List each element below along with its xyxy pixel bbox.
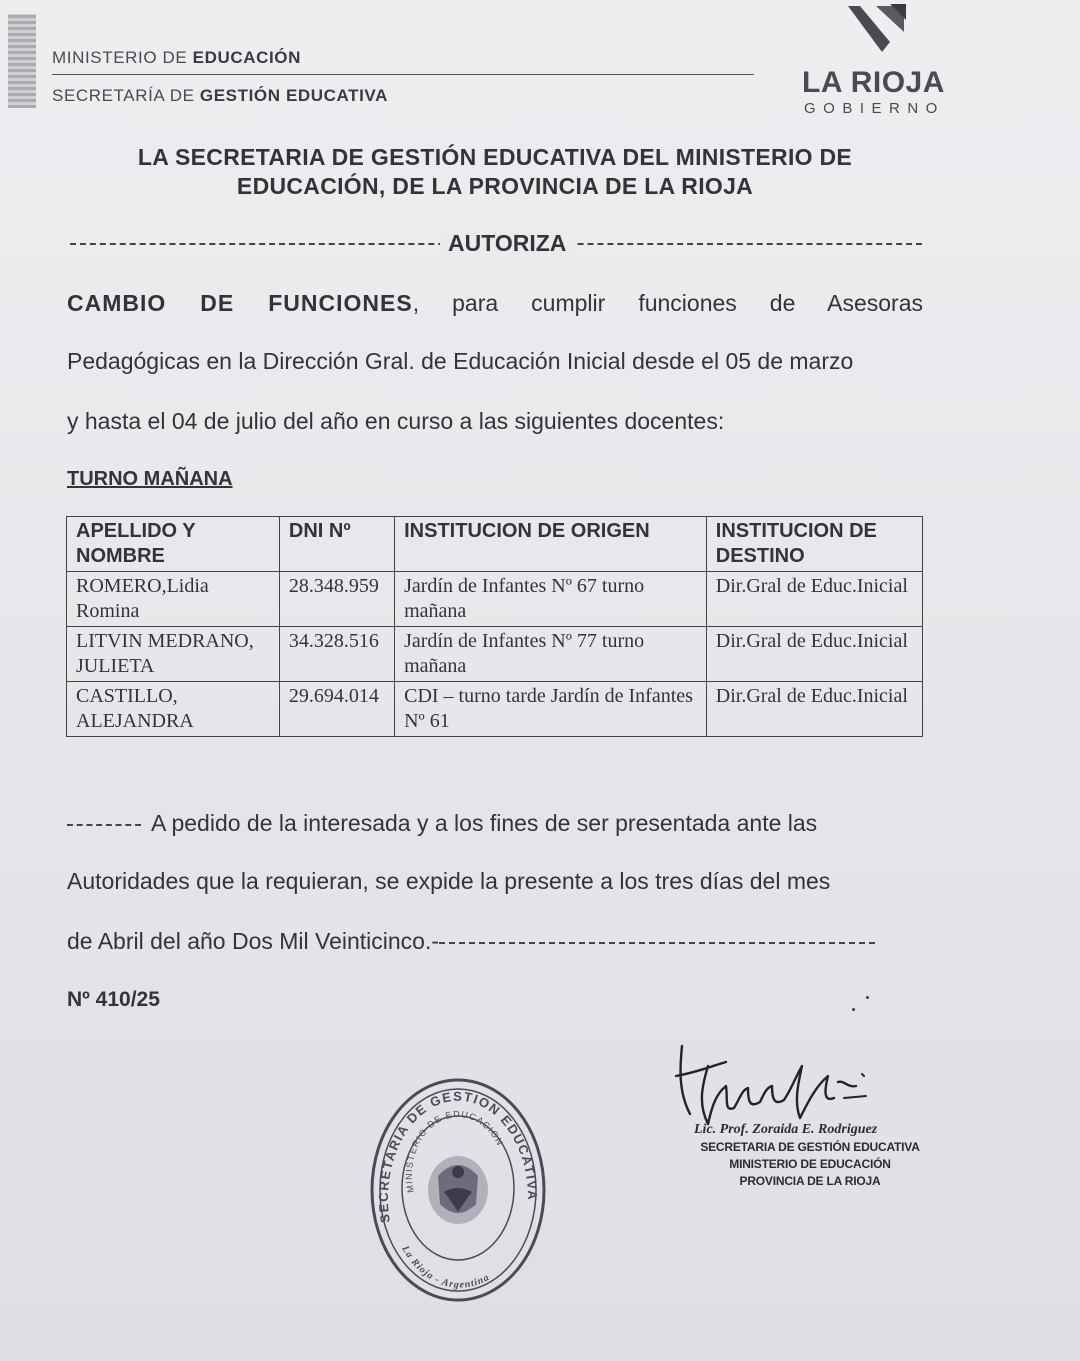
- signatory-name: Lic. Prof. Zoraida E. Rodriguez: [694, 1122, 878, 1137]
- secretariat-prefix: SECRETARÍA DE: [52, 86, 195, 105]
- la-rioja-logo-icon: [846, 2, 910, 62]
- seal-coat-of-arms-icon: [428, 1156, 488, 1224]
- document-title-line-2: EDUCACIÓN, DE LA PROVINCIA DE LA RIOJA: [236, 173, 754, 199]
- turno-heading: TURNO MAÑANA: [67, 468, 233, 490]
- logo-subtitle: GOBIERNO: [804, 100, 945, 117]
- closing-line-1: [67, 810, 923, 837]
- official-seal-stamp: [368, 1072, 548, 1302]
- ministry-bold: EDUCACIÓN: [192, 48, 301, 67]
- ministry-header: [52, 48, 301, 68]
- cell-dni: 29.694.014: [279, 682, 394, 737]
- closing-line-1-text: A pedido de la interesada y a los fines de ser presentada ante las: [151, 810, 818, 836]
- closing-line-3-text: de Abril del año Dos Mil Veinticinco.-: [67, 928, 440, 954]
- header-apellido-nombre: APELLIDO Y NOMBRE: [67, 517, 280, 572]
- cell-nombre: ROMERO,Lidia Romina: [67, 572, 280, 627]
- body-paragraph-line-2: Pedagógicas en la Dirección Gral. de Educación Inicial desde el 05 de marzo: [67, 348, 854, 374]
- cambio-de-funciones: CAMBIO DE FUNCIONES: [67, 290, 413, 316]
- docentes-table: [66, 516, 923, 737]
- closing-line-3: [67, 928, 923, 955]
- body-paragraph-line-3: y hasta el 04 de julio del año en curso a las siguientes docentes:: [67, 408, 725, 434]
- cell-destino: Dir.Gral de Educ.Inicial: [706, 572, 922, 627]
- signatory-role: SECRETARIA DE GESTIÓN EDUCATIVA: [700, 1140, 920, 1154]
- cell-destino: Dir.Gral de Educ.Inicial: [706, 682, 922, 737]
- seal-bottom-text: La Rioja - Argentina: [399, 1243, 492, 1291]
- body-line-1-rest: , para cumplir funciones de Asesoras: [412, 290, 923, 316]
- dash-trailer: [439, 942, 875, 944]
- cell-origen: Jardín de Infantes Nº 77 turno mañana: [395, 627, 707, 682]
- cell-dni: 28.348.959: [279, 572, 394, 627]
- table-row: [67, 627, 923, 682]
- header-origen: INSTITUCION DE ORIGEN: [395, 517, 707, 572]
- cell-nombre: LITVIN MEDRANO, JULIETA: [67, 627, 280, 682]
- logo-name: LA RIOJA: [802, 66, 945, 99]
- cell-origen: Jardín de Infantes Nº 67 turno mañana: [395, 572, 707, 627]
- cell-nombre: CASTILLO, ALEJANDRA: [67, 682, 280, 737]
- dash-leader: [67, 824, 141, 826]
- signatory-province: PROVINCIA DE LA RIOJA: [739, 1174, 881, 1188]
- resolution-number: Nº 410/25: [67, 988, 160, 1011]
- body-paragraph-line-1: [67, 290, 923, 317]
- table-header-row: [67, 517, 923, 572]
- header-rule: [52, 74, 754, 75]
- ink-speck: [852, 1008, 855, 1011]
- ministry-prefix: MINISTERIO DE: [52, 48, 188, 67]
- cell-destino: Dir.Gral de Educ.Inicial: [706, 627, 922, 682]
- seal-outer-text: SECRETARIA DE GESTION EDUCATIVA: [375, 1088, 541, 1224]
- scan-edge-strip: [8, 14, 36, 108]
- seal-inner-text: MINISTERIO DE EDUCACION: [403, 1109, 506, 1194]
- cell-dni: 34.328.516: [279, 627, 394, 682]
- table-row: [67, 682, 923, 737]
- header-dni: DNI Nº: [279, 517, 394, 572]
- signatory-ministry: MINISTERIO DE EDUCACIÓN: [729, 1157, 891, 1171]
- secretariat-header: [52, 86, 388, 106]
- header-destino: INSTITUCION DE DESTINO: [706, 517, 922, 572]
- table-row: [67, 572, 923, 627]
- document-title-line-1: LA SECRETARIA DE GESTIÓN EDUCATIVA DEL MINISTERIO DE: [137, 144, 853, 170]
- secretariat-bold: GESTIÓN EDUCATIVA: [199, 86, 388, 105]
- ink-speck: [866, 996, 869, 999]
- handwritten-signature: [668, 1036, 918, 1132]
- cell-origen: CDI – turno tarde Jardín de Infantes Nº 61: [395, 682, 707, 737]
- closing-line-2: Autoridades que la requieran, se expide la presente a los tres días del mes: [67, 868, 831, 894]
- autoriza-heading: AUTORIZA: [440, 230, 574, 257]
